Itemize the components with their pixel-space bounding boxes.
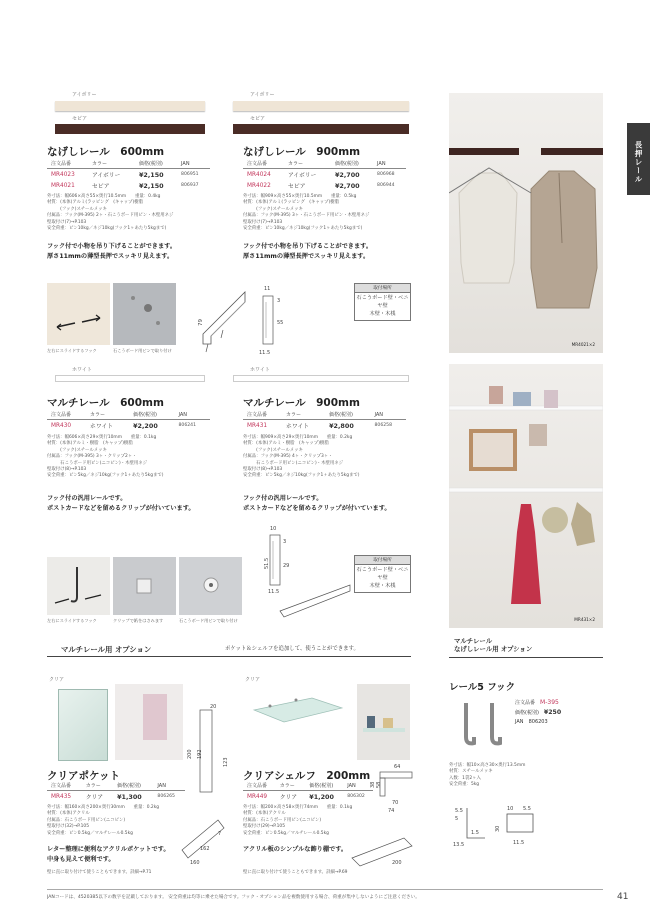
rail-hook-drawing — [449, 800, 549, 860]
dim-70: 70 — [392, 800, 399, 806]
dim-200: 200 — [392, 860, 402, 866]
clear-pocket-drawing — [178, 700, 230, 870]
dim-11.5: 11.5 — [259, 350, 271, 356]
table-row: MR431 ホワイト ¥2,800 806258 — [247, 421, 393, 430]
table-row: MR449 クリア ¥1,200 806302 — [247, 792, 365, 801]
spec-text: 外寸法：幅10×高さ30×奥行13.5mm 材質：スチールメッキ 入数：1袋2ヶ入 安全荷重：5kg — [449, 763, 526, 788]
rail-swatch-white — [55, 375, 205, 382]
swatch-label-clear: クリア — [245, 677, 261, 683]
dim-79: 79 — [198, 319, 204, 326]
rail-swatch-ivory — [233, 101, 409, 111]
rail-swatch-sepia — [233, 124, 409, 134]
photo-slide-hook — [47, 283, 110, 345]
spec-text: 外寸法：幅909×高さ29×奥行10mm 重量：0.2kg 材質：(本体)アルミ・樹脂 (キャップ)樹脂 (フック)スチールメッキ 付属品：フック(M-395) 4ヶ・クリップ3ヶ・ 石こうボード用ピン(ニコピン)・木壁用ネジ 壁取付け(8)→P.103 安全荷重：ピン5kg／ネジ10kg(フック1ヶあたり5kgまで) — [243, 435, 360, 479]
mount-location-box — [354, 283, 411, 321]
dim-160: 160 — [190, 860, 200, 866]
mount-location-body: 石こうボード壁・ベニヤ壁 木壁・木桟 — [356, 567, 409, 589]
dim-13.5: 13.5 — [453, 842, 465, 848]
product-title: マルチレール 900mm — [243, 397, 360, 409]
rail-swatch-white — [233, 375, 409, 382]
spec-text: 外寸法：幅606×高さ29×奥行10mm 重量：0.1kg 材質：(本体)アルミ・樹脂 (キャップ)樹脂 (フック)スチールメッキ 付属品：フック(M-395) 3ヶ・クリップ2ヶ・ 石こうボード用ピン(ニコピン)・木壁用ネジ 壁取付け(8)→P.103 安全荷重：ピン5kg／ネジ10kg(フック1ヶあたり5kgまで) — [47, 435, 164, 479]
dim-200: 200 — [187, 749, 193, 759]
option-section-header-2 — [449, 636, 603, 658]
caption-slide-hook: 左右にスライドするフック — [47, 618, 97, 623]
table-row: MR435 クリア ¥1,300 806265 — [51, 792, 175, 801]
caption-slide-hook: 左右にスライドするフック — [47, 348, 97, 353]
dim-55: 55 — [277, 320, 284, 326]
swatch-label-sepia: セピア — [250, 116, 266, 122]
caption-gypsum-pin: 石こうボード用ピンで取り付け — [113, 348, 172, 353]
dim-11: 11 — [264, 286, 271, 292]
dim-20: 20 — [210, 704, 217, 710]
mount-location-body: 石こうボード壁・ベニヤ壁 木壁・木桟 — [356, 295, 409, 317]
photo-gypsum-pin — [179, 557, 242, 615]
dim-10: 10 — [270, 526, 277, 532]
dim-192: 192 — [197, 749, 203, 759]
dim-3: 3 — [283, 539, 287, 545]
table-row: MR4021 セピア ¥2,150 806937 — [51, 181, 199, 190]
dim-64: 64 — [394, 764, 401, 770]
nageshi-rail-drawing — [193, 282, 363, 362]
rail-hook-spec: 注文品番 M-395 価格(税別) ¥250 JAN 806203 — [515, 699, 562, 725]
dim-1.5: 1.5 — [471, 830, 479, 836]
wall-mount-note: 壁に直に取り付けて使うこともできます。詳細→P.71 — [47, 870, 152, 875]
dim-5.5b: 5.5 — [523, 806, 531, 812]
lead-text: フック付の汎用レールです。 ポストカードなどを留めるクリップが付いています。 — [47, 495, 195, 512]
side-tab-label: 長押レール — [634, 141, 643, 184]
spec-table: 注文品番 カラー 価格(税別) JAN MR4023 アイボリー ¥2,150 806951 MR4021 セピア ¥2,150 806937 — [47, 160, 210, 191]
dim-123: 123 — [223, 757, 229, 767]
product-title: なげしレール 900mm — [243, 146, 361, 158]
option-section-title: マルチレール用 オプション — [61, 645, 152, 654]
dim-38: 38 — [370, 781, 376, 788]
product-title: レール5 フック — [449, 682, 516, 693]
spec-table: 注文品番 カラー 価格(税別) JAN MR449 クリア ¥1,200 806302 — [243, 782, 373, 802]
swatch-label-clear: クリア — [49, 677, 65, 683]
lead-text: フック付で小物を吊り下げることができます。 厚さ11mmの薄型長押でスッキリ見えます。 — [243, 243, 373, 260]
swatch-label-white: ホワイト — [250, 367, 270, 373]
lead-text: レター整理に便利なアクリルポケットです。 中身も見えて便利です。 — [47, 846, 170, 863]
option-section-header — [47, 643, 411, 657]
dim-51.5: 51.5 — [264, 557, 270, 569]
dim-5: 5 — [455, 816, 459, 822]
footer-rule — [47, 889, 603, 890]
wall-mount-note: 壁に直に取り付けて使うこともできます。詳細→P.69 — [243, 870, 348, 875]
photo-clear-pocket — [58, 689, 108, 761]
photo-clear-shelf-wall — [357, 684, 410, 760]
spec-table: 注文品番 カラー 価格(税別) JAN MR431 ホワイト ¥2,800 806258 — [243, 411, 406, 431]
spec-table: 注文品番 カラー 価格(税別) JAN MR435 クリア ¥1,300 806265 — [47, 782, 185, 802]
spec-text: 外寸法：幅606×高さ55×奥行10.5mm 重量：0.4kg 材質：(本体)アルミ(ラッピング (キャップ)樹脂 (フック)スチールメッキ 付属品：フック(M-395) 2ヶ・石こうボード用ピン・木壁用ネジ 壁取付け(7)→P.103 安全荷重：ピン10kg／ネジ10kg(フック1ヶあたり5kgまで) — [47, 194, 174, 231]
product-title: クリアポケット — [47, 770, 120, 782]
photo-multi-rail-wall — [449, 364, 603, 628]
photo-nageshi-jackets — [449, 93, 603, 353]
rail-swatch-ivory — [55, 101, 205, 111]
dim-58: 58 — [376, 781, 382, 788]
table-row: MR4022 セピア ¥2,700 806944 — [247, 181, 395, 190]
product-title: なげしレール 600mm — [47, 146, 165, 158]
option-section-sub: ポケット＆シェルフを追加して、使うことができます。 — [225, 646, 359, 652]
option-section-title-2: マルチレール なげしレール用 オプション — [454, 637, 533, 654]
product-title: マルチレール 600mm — [47, 397, 164, 409]
swatch-label-white: ホワイト — [72, 367, 92, 373]
lead-text: アクリル板のシンプルな飾り棚です。 — [243, 846, 348, 853]
dim-3: 3 — [277, 298, 281, 304]
spec-text: 外寸法：幅160×高さ200×奥行30mm 重量：0.2kg 材質：(本体)アクリル 付属品：石こうボード用ピン(ニコピン) 壁取付け(32)→P.105 安全荷重：ピン0.5kg／マルチレール0.5kg — [47, 805, 160, 836]
page-number: 41 — [617, 892, 629, 902]
caption-gypsum-pin: 石こうボード用ピンで取り付け — [179, 618, 238, 623]
swatch-label-ivory: アイボリー — [72, 92, 97, 98]
caption-clip: クリップで紙をはさみます — [113, 618, 164, 623]
dim-30: 30 — [495, 825, 501, 832]
dim-10: 10 — [507, 806, 514, 812]
dim-74: 74 — [388, 808, 395, 814]
photo-slide-hook — [47, 557, 110, 615]
swatch-label-ivory: アイボリー — [250, 92, 275, 98]
photo-clip — [113, 557, 176, 615]
table-row: MR4023 アイボリー ¥2,150 806951 — [51, 170, 199, 179]
photo-clear-shelf — [252, 690, 344, 730]
lead-text: フック付で小物を吊り下げることができます。 厚さ11mmの薄型長押でスッキリ見えます。 — [47, 243, 177, 260]
spec-table: 注文品番 カラー 価格(税別) JAN MR430 ホワイト ¥2,200 806241 — [47, 411, 210, 431]
mount-location-head: 取付場所 — [355, 284, 410, 293]
photo-caption: MR4021×2 — [571, 342, 595, 347]
photo-rail-hooks — [452, 697, 512, 755]
mount-location-box — [354, 555, 411, 593]
dim-162: 162 — [200, 846, 210, 852]
photo-clear-pocket-wall — [115, 684, 183, 760]
spec-text: 外寸法：幅200×高さ58×奥行74mm 重量：0.1kg 材質：(本体)アクリル 付属品：石こうボード用ピン(ニコピン) 壁取付け(29)→P.105 安全荷重：ピン0.5kg／マルチレール0.5kg — [243, 805, 353, 836]
rail-swatch-sepia — [55, 124, 205, 134]
spec-table: 注文品番 カラー 価格(税別) JAN MR4024 アイボリー ¥2,700 806968 MR4022 セピア ¥2,700 806944 — [243, 160, 406, 191]
footer-note: JANコードは、4520385以下の数字を記載しております。 安全荷重は均等に乗せた場合です。フック・オプション品を複数使用する場合、荷重が集中しないようにご注意ください。 — [47, 895, 420, 900]
multi-rail-illustration — [449, 364, 603, 628]
dim-5.5: 5.5 — [455, 808, 463, 814]
multi-rail-drawing — [250, 525, 360, 625]
photo-caption: MR431×2 — [574, 617, 595, 622]
photo-gypsum-pin — [113, 283, 176, 345]
swatch-label-sepia: セピア — [72, 116, 88, 122]
dim-7: 7 — [218, 831, 222, 837]
table-row: MR430 ホワイト ¥2,200 806241 — [51, 421, 197, 430]
mount-location-head: 取付場所 — [355, 556, 410, 565]
dim-29: 29 — [283, 563, 290, 569]
side-tab — [627, 123, 650, 195]
dim-11.5: 11.5 — [513, 840, 525, 846]
lead-text: フック付の汎用レールです。 ポストカードなどを留めるクリップが付いています。 — [243, 495, 391, 512]
jackets-illustration — [449, 93, 603, 353]
product-title: クリアシェルフ 200mm — [243, 770, 371, 782]
table-row: MR4024 アイボリー ¥2,700 806968 — [247, 170, 395, 179]
dim-11.5: 11.5 — [268, 589, 280, 595]
spec-text: 外寸法：幅909×高さ55×奥行10.5mm 重量：0.5kg 材質：(本体)アルミ(ラッピング (キャップ)樹脂 (フック)スチールメッキ 付属品：フック(M-395) 3ヶ・石こうボード用ピン・木壁用ネジ 壁取付け(7)→P.103 安全荷重：ピン10kg／ネジ10kg(フック1ヶあたり5kgまで) — [243, 194, 370, 231]
